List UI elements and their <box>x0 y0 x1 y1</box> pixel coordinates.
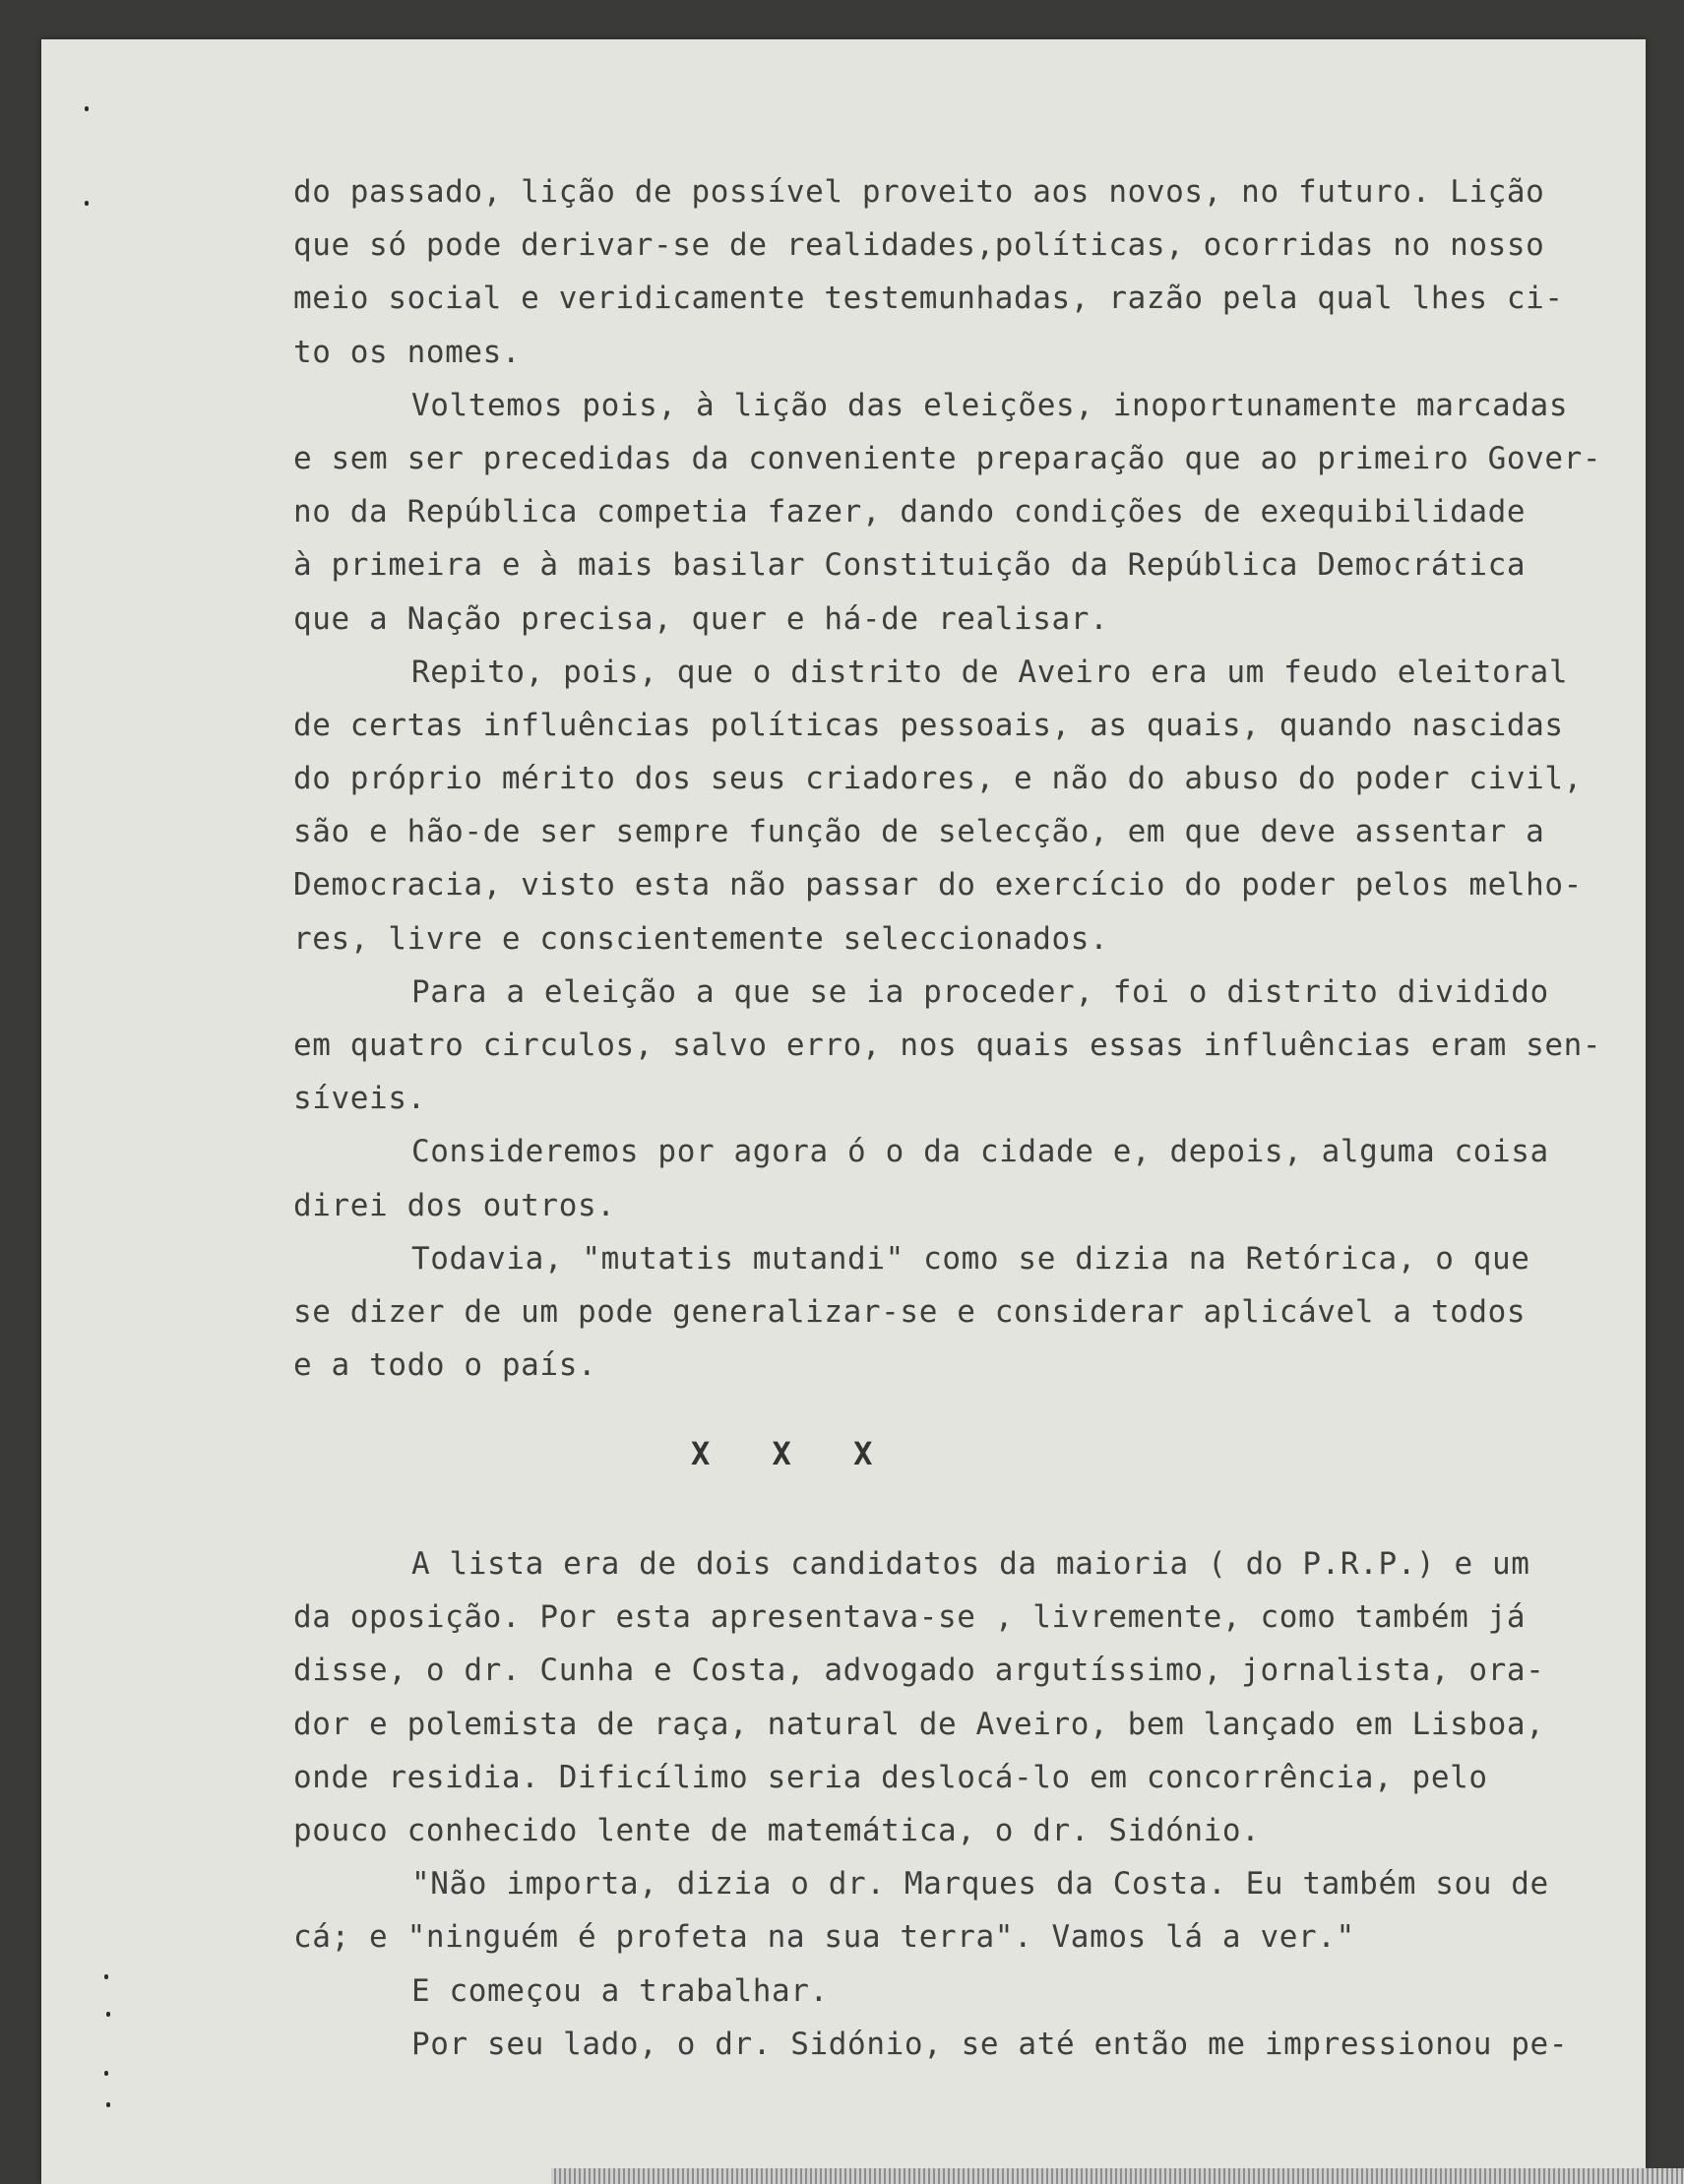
text-line: dor e polemista de raça, natural de Aveiro, bem lançado em Lisboa, <box>293 1706 1545 1742</box>
body-text-bottom <box>293 1537 1612 2071</box>
text-line: à primeira e à mais basilar Constituição da República Democrática <box>293 547 1527 584</box>
text-line: são e hão-de ser sempre função de selecção, em que deve assentar a <box>293 814 1545 850</box>
margin-mark <box>104 1974 108 1979</box>
text-line: e sem ser precedidas da conveniente preparação que ao primeiro Gover- <box>293 440 1602 476</box>
text-line: da oposição. Por esta apresentava-se , livremente, como também já <box>293 1599 1527 1636</box>
text-line: em quatro circulos, salvo erro, nos quais essas influências eram sen- <box>293 1028 1602 1063</box>
text-line: onde residia. Dificílimo seria deslocá-lo em concorrência, pelo <box>293 1759 1488 1795</box>
text-line: res, livre e conscientemente seleccionados. <box>293 920 1109 957</box>
text-line: cá; e "ninguém é profeta na sua terra". Vamos lá a ver." <box>293 1919 1355 1956</box>
text-line: do próprio mérito dos seus criadores, e não do abuso do poder civil, <box>293 761 1583 797</box>
margin-mark <box>85 106 89 111</box>
text-line: Voltemos pois, à lição das eleições, inoportunamente marcadas <box>411 387 1569 423</box>
text-line: pouco conhecido lente de matemática, o dr. Sidónio. <box>293 1812 1261 1848</box>
text-line: que a Nação precisa, quer e há-de realisar. <box>293 600 1109 637</box>
margin-mark <box>106 2102 110 2107</box>
text-line: se dizer de um pode generalizar-se e considerar aplicável a todos <box>293 1293 1527 1330</box>
text-line: e a todo o país. <box>293 1347 597 1384</box>
text-line: de certas influências políticas pessoais, as quais, quando nascidas <box>293 707 1564 743</box>
text-line: Todavia, "mutatis mutandi" como se dizia na Retórica, o que <box>411 1240 1530 1277</box>
margin-mark <box>104 2071 108 2076</box>
text-line: Consideremos por agora ó o da cidade e, depois, alguma coisa <box>411 1134 1549 1170</box>
text-line: "Não importa, dizia o dr. Marques da Costa. Eu também sou de <box>411 1866 1549 1903</box>
section-separator: X X X <box>691 1435 875 1472</box>
text-line: disse, o dr. Cunha e Costa, advogado argutíssimo, jornalista, ora- <box>293 1653 1545 1689</box>
margin-mark <box>106 2012 110 2017</box>
text-line: direi dos outros. <box>293 1187 616 1223</box>
text-line: síveis. <box>293 1081 426 1117</box>
text-line: no da República competia fazer, dando condições de exequibilidade <box>293 494 1527 530</box>
text-line: Democracia, visto esta não passar do exercício do poder pelos melho- <box>293 867 1583 904</box>
text-line: que só pode derivar-se de realidades,políticas, ocorridas no nosso <box>293 227 1545 264</box>
text-line: meio social e veridicamente testemunhadas, razão pela qual lhes ci- <box>293 281 1564 317</box>
text-line: Por seu lado, o dr. Sidónio, se até então me impressionou pe- <box>411 2026 1569 2062</box>
text-line: Repito, pois, que o distrito de Aveiro era um feudo eleitoral <box>411 654 1569 690</box>
scan-ruler <box>551 2168 1684 2184</box>
text-line: Para a eleição a que se ia proceder, foi o distrito dividido <box>411 973 1549 1010</box>
body-text-top <box>293 165 1612 1392</box>
text-line: do passado, lição de possível proveito aos novos, no futuro. Lição <box>293 174 1545 210</box>
typewritten-page <box>41 39 1646 2184</box>
text-line: to os nomes. <box>293 334 522 370</box>
margin-mark <box>85 201 89 206</box>
text-line: E começou a trabalhar. <box>411 1972 829 2009</box>
text-line: A lista era de dois candidatos da maioria ( do P.R.P.) e um <box>411 1546 1530 1582</box>
